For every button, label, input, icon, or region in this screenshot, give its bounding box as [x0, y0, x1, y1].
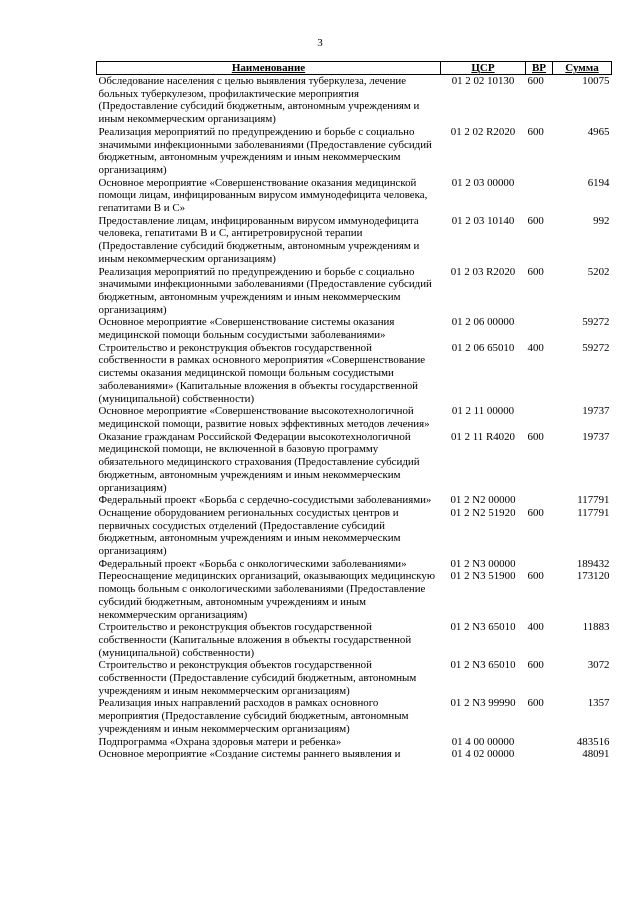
cell-vr: [526, 177, 553, 215]
cell-sum: 483516: [576, 735, 610, 748]
cell-name: Строительство и реконструкция объектов государственной собственности (Капитальные вложения в объекты государственной (муниципальной) собственности): [98, 621, 412, 659]
cell-vr: 600: [527, 570, 544, 583]
cell-vr: 600: [527, 214, 544, 227]
cell-vr: 600: [527, 506, 544, 519]
table-row: [97, 570, 612, 621]
cell-name: Предоставление лицам, инфицированным вирусом иммунодефицита человека, гепатитами В и С, антиретровирусной терапии (Предоставление субсидий бюджетным, автономным учреждениям и иным некоммерческим организациям): [98, 214, 420, 265]
cell-vr: [526, 316, 553, 341]
table-row: [97, 736, 612, 749]
cell-sum: 10075: [582, 75, 610, 87]
cell-name: Реализация иных направлений расходов в рамках основного мероприятия (Предоставление субсидий бюджетным, автономным учреждениям и иным некоммерческим организациям): [98, 697, 409, 735]
cell-name: Оснащение оборудованием региональных сосудистых центров и первичных сосудистых отделений (Предоставление субсидий бюджетным, автономным учреждениям и иным некоммерческим организациям): [98, 506, 401, 558]
cell-sum: 189432: [576, 557, 610, 570]
budget-table: [96, 61, 612, 761]
cell-vr: 400: [527, 621, 544, 634]
cell-name: Реализация мероприятий по предупреждению и борьбе с социально значимыми инфекционными заболеваниями (Предоставление субсидий бюджетным, автономным учреждениям и иным некоммерческим организациям): [98, 265, 432, 316]
cell-csr: 01 4 02 00000: [451, 748, 515, 761]
table-row: [97, 507, 612, 558]
cell-vr: [526, 748, 553, 761]
cell-vr: [526, 494, 553, 507]
cell-csr: 01 2 N3 65010: [450, 659, 516, 672]
cell-sum: 3072: [587, 659, 610, 672]
table-row: [97, 316, 612, 341]
cell-csr: 01 4 00 00000: [451, 735, 515, 748]
cell-csr: 01 2 03 00000: [451, 176, 515, 189]
cell-csr: 01 2 03 10140: [451, 214, 515, 227]
cell-sum: 173120: [576, 570, 610, 583]
cell-csr: 01 2 11 00000: [451, 405, 515, 418]
column-header-csr: ЦСР: [441, 62, 526, 75]
cell-sum: 48091: [582, 748, 610, 761]
cell-sum: 1357: [587, 697, 610, 710]
cell-name: Реализация мероприятий по предупреждению и борьбе с социально значимыми инфекционными заболеваниями (Предоставление субсидий бюджетным, автономным учреждениям и иным некоммерческим организациям): [98, 125, 432, 176]
cell-vr: 600: [527, 659, 544, 672]
table-row: [97, 75, 612, 126]
table-row: [97, 266, 612, 317]
cell-sum: 117791: [577, 506, 610, 519]
cell-vr: 600: [527, 430, 544, 443]
cell-csr: 01 2 N3 51900: [450, 570, 516, 583]
cell-name: Основное мероприятие «Создание системы раннего выявления и: [98, 748, 401, 761]
cell-vr: 600: [527, 265, 544, 278]
table-row: [97, 177, 612, 215]
cell-name: Обследование населения с целью выявления туберкулеза, лечение больных туберкулезом, профилактические мероприятия (Предоставление субсидий бюджетным, автономным учреждениям и иным некоммерческим организациям): [98, 75, 420, 126]
cell-sum: 59272: [582, 316, 610, 329]
table-row: [97, 126, 612, 177]
cell-name: Федеральный проект «Борьба с онкологическими заболеваниями»: [98, 557, 407, 570]
cell-name: Строительство и реконструкция объектов государственной собственности (Предоставление субсидий бюджетным, автономным учреждениям и иным некоммерческим организациям): [98, 659, 417, 697]
cell-vr: 400: [527, 341, 544, 354]
table-row: [97, 342, 612, 406]
page-number: 3: [317, 37, 323, 49]
cell-name: Основное мероприятие «Совершенствование высокотехнологичной медицинской помощи, развитие новых эффективных методов лечения»: [98, 405, 430, 430]
cell-sum: 11883: [582, 621, 610, 634]
cell-sum: 117791: [577, 494, 610, 507]
cell-sum: 5202: [587, 265, 610, 278]
column-header-sum: Сумма: [553, 62, 612, 75]
cell-vr: [526, 558, 553, 571]
table-row: [97, 621, 612, 659]
cell-sum: 6194: [587, 176, 610, 189]
cell-name: Переоснащение медицинских организаций, оказывающих медицинскую помощь больным с онкологическими заболеваниями (Предоставление субсидий бюджетным, автономным учреждениям и иным некоммерческим организациям): [98, 570, 435, 621]
cell-sum: 992: [593, 214, 610, 227]
cell-csr: 01 2 N3 00000: [450, 557, 516, 570]
column-header-vr: ВР: [526, 62, 553, 75]
cell-csr: 01 2 11 R4020: [450, 430, 516, 443]
cell-csr: 01 2 03 R2020: [450, 265, 516, 278]
cell-vr: 600: [527, 75, 544, 87]
table-row: [97, 494, 612, 507]
cell-name: Основное мероприятие «Совершенствование системы оказания медицинской помощи больным сосудистыми заболеваниями»: [98, 316, 395, 342]
cell-csr: 01 2 06 00000: [451, 316, 515, 329]
cell-name: Основное мероприятие «Совершенствование оказания медицинской помощи лицам, инфицированным вирусом иммунодефицита человека, гепатитами В и С»: [98, 176, 428, 215]
table-row: [97, 748, 612, 761]
cell-name: Строительство и реконструкция объектов государственной собственности в рамках основного мероприятия «Совершенствование системы оказания медицинской помощи больным сосудистыми заболеваниями» (Капитальные вложения в объекты государственной (муниципальной) собственности): [98, 341, 426, 405]
cell-csr: 01 2 N3 99990: [450, 697, 516, 710]
cell-vr: 600: [527, 697, 544, 710]
cell-sum: 4965: [587, 125, 610, 138]
cell-csr: 01 2 06 65010: [451, 341, 515, 354]
cell-name: Подпрограмма «Охрана здоровья матери и ребенка»: [98, 735, 342, 748]
cell-vr: 600: [527, 125, 544, 138]
table-header-row: [97, 62, 612, 75]
table-row: [97, 659, 612, 697]
cell-csr: 01 2 02 R2020: [450, 125, 516, 138]
table-row: [97, 405, 612, 430]
table-row: [97, 558, 612, 571]
cell-name: Федеральный проект «Борьба с сердечно-сосудистыми заболеваниями»: [98, 494, 432, 507]
cell-csr: 01 2 N2 51920: [450, 506, 516, 519]
cell-csr: 01 2 N3 65010: [450, 621, 516, 634]
cell-csr: 01 2 N2 00000: [450, 494, 516, 507]
column-header-name: Наименование: [97, 62, 441, 75]
table-row: [97, 215, 612, 266]
cell-vr: [526, 736, 553, 749]
cell-vr: [526, 405, 553, 430]
table-row: [97, 431, 612, 495]
cell-name: Оказание гражданам Российской Федерации высокотехнологичной медицинской помощи, не включенной в базовую программу обязательного медицинского страхования (Предоставление субсидий бюджетным, автономным учреждениям и иным некоммерческим организациям): [98, 430, 420, 494]
table-row: [97, 697, 612, 735]
cell-sum: 59272: [582, 341, 610, 354]
cell-sum: 19737: [582, 405, 610, 418]
cell-sum: 19737: [582, 430, 610, 443]
cell-csr: 01 2 02 10130: [451, 75, 515, 87]
